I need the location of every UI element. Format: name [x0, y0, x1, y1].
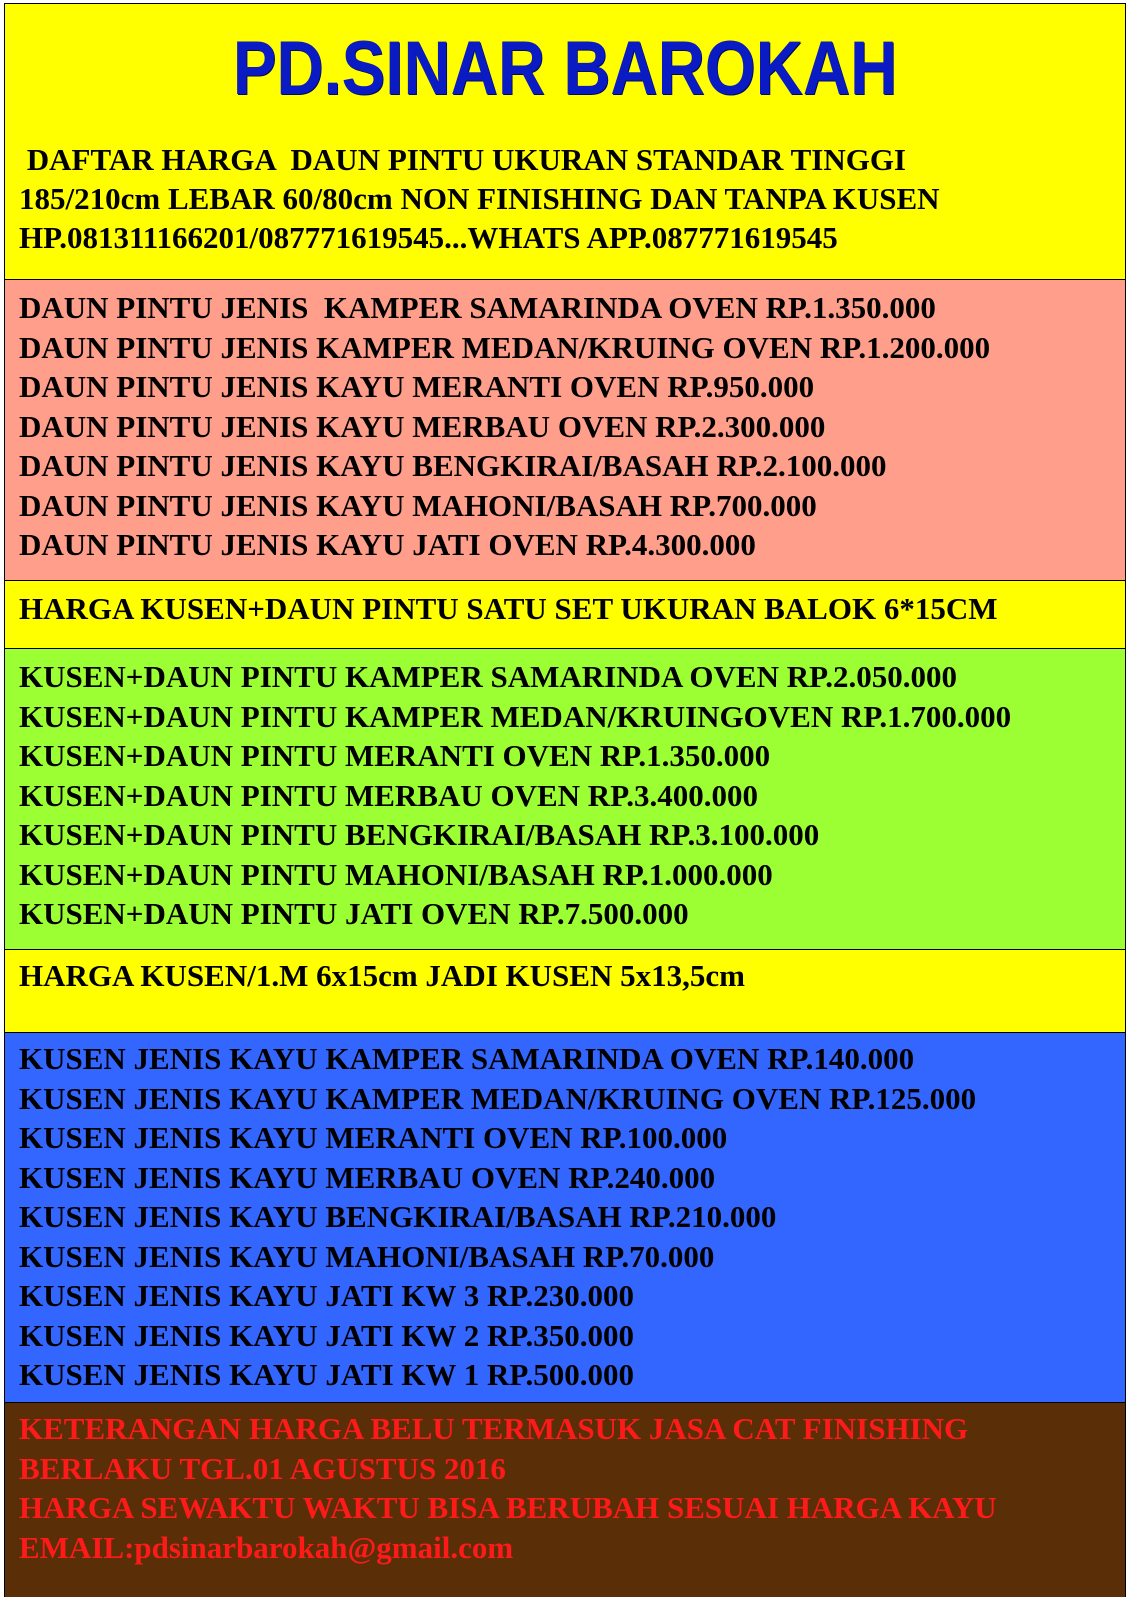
list-item: KUSEN+DAUN PINTU JATI OVEN RP.7.500.000 [19, 896, 689, 931]
door-leaf-price-section [5, 280, 1125, 581]
frame-list [19, 1039, 976, 1395]
list-item: KUSEN JENIS KAYU JATI KW 2 RP.350.000 [19, 1317, 634, 1353]
list-item: KUSEN+DAUN PINTU BENGKIRAI/BASAH RP.3.100.000 [19, 817, 820, 852]
frame-and-door-set-section [5, 649, 1125, 950]
frame-heading-section [5, 950, 1125, 1033]
section-heading: HARGA KUSEN+DAUN PINTU SATU SET UKURAN BALOK 6*15CM [19, 591, 998, 626]
list-item: DAUN PINTU JENIS KAYU BENGKIRAI/BASAH RP.2.100.000 [19, 448, 887, 483]
price-list-sheet [4, 3, 1126, 1597]
notes-list [19, 1409, 997, 1567]
list-item: KUSEN JENIS KAYU KAMPER MEDAN/KRUING OVEN RP.125.000 [19, 1080, 977, 1116]
set-heading-section [5, 581, 1125, 649]
list-item: KUSEN JENIS KAYU JATI KW 3 RP.230.000 [19, 1278, 634, 1313]
header-line: 185/210cm LEBAR 60/80cm NON FINISHING DAN TANPA KUSEN [19, 181, 940, 216]
list-item: DAUN PINTU JENIS KAMPER SAMARINDA OVEN RP.1.350.000 [19, 290, 936, 325]
note-line: KETERANGAN HARGA BELU TERMASUK JASA CAT FINISHING [19, 1411, 969, 1446]
note-line: HARGA SEWAKTU WAKTU BISA BERUBAH SESUAI HARGA KAYU [19, 1490, 997, 1525]
list-item: KUSEN JENIS KAYU MERBAU OVEN RP.240.000 [19, 1159, 716, 1195]
header-section [5, 4, 1125, 280]
list-item: KUSEN JENIS KAYU JATI KW 1 RP.500.000 [19, 1357, 634, 1392]
list-item: DAUN PINTU JENIS KAYU JATI OVEN RP.4.300.000 [19, 527, 756, 562]
list-item: DAUN PINTU JENIS KAMPER MEDAN/KRUING OVEN RP.1.200.000 [19, 329, 991, 365]
frame-price-section [5, 1033, 1125, 1403]
door-leaf-list [19, 288, 990, 565]
list-item: DAUN PINTU JENIS KAYU MERBAU OVEN RP.2.300.000 [19, 408, 826, 444]
list-item: KUSEN+DAUN PINTU MAHONI/BASAH RP.1.000.000 [19, 856, 773, 892]
email-line: EMAIL:pdsinarbarokah@gmail.com [19, 1529, 514, 1565]
list-item: KUSEN JENIS KAYU MAHONI/BASAH RP.70.000 [19, 1238, 715, 1274]
list-item: KUSEN+DAUN PINTU MERANTI OVEN RP.1.350.000 [19, 738, 771, 773]
list-item: KUSEN JENIS KAYU KAMPER SAMARINDA OVEN RP.140.000 [19, 1041, 915, 1076]
header-line: HP.081311166201/087771619545...WHATS APP.087771619545 [19, 220, 838, 255]
set-list [19, 657, 1011, 934]
note-line: BERLAKU TGL.01 AGUSTUS 2016 [19, 1450, 506, 1486]
list-item: KUSEN JENIS KAYU MERANTI OVEN RP.100.000 [19, 1120, 728, 1155]
section-heading: HARGA KUSEN/1.M 6x15cm JADI KUSEN 5x13,5cm [19, 958, 745, 993]
header-line: DAFTAR HARGA DAUN PINTU UKURAN STANDAR TINGGI [19, 142, 906, 177]
notes-section [5, 1403, 1125, 1597]
header-info [19, 140, 940, 257]
list-item: KUSEN+DAUN PINTU KAMPER MEDAN/KRUINGOVEN RP.1.700.000 [19, 698, 1012, 734]
list-item: KUSEN+DAUN PINTU MERBAU OVEN RP.3.400.000 [19, 777, 759, 813]
list-item: KUSEN+DAUN PINTU KAMPER SAMARINDA OVEN RP.2.050.000 [19, 659, 957, 694]
list-item: DAUN PINTU JENIS KAYU MAHONI/BASAH RP.700.000 [19, 487, 817, 523]
list-item: KUSEN JENIS KAYU BENGKIRAI/BASAH RP.210.000 [19, 1199, 777, 1234]
company-title: PD.SINAR BAROKAH [232, 26, 898, 111]
list-item: DAUN PINTU JENIS KAYU MERANTI OVEN RP.950.000 [19, 369, 815, 404]
